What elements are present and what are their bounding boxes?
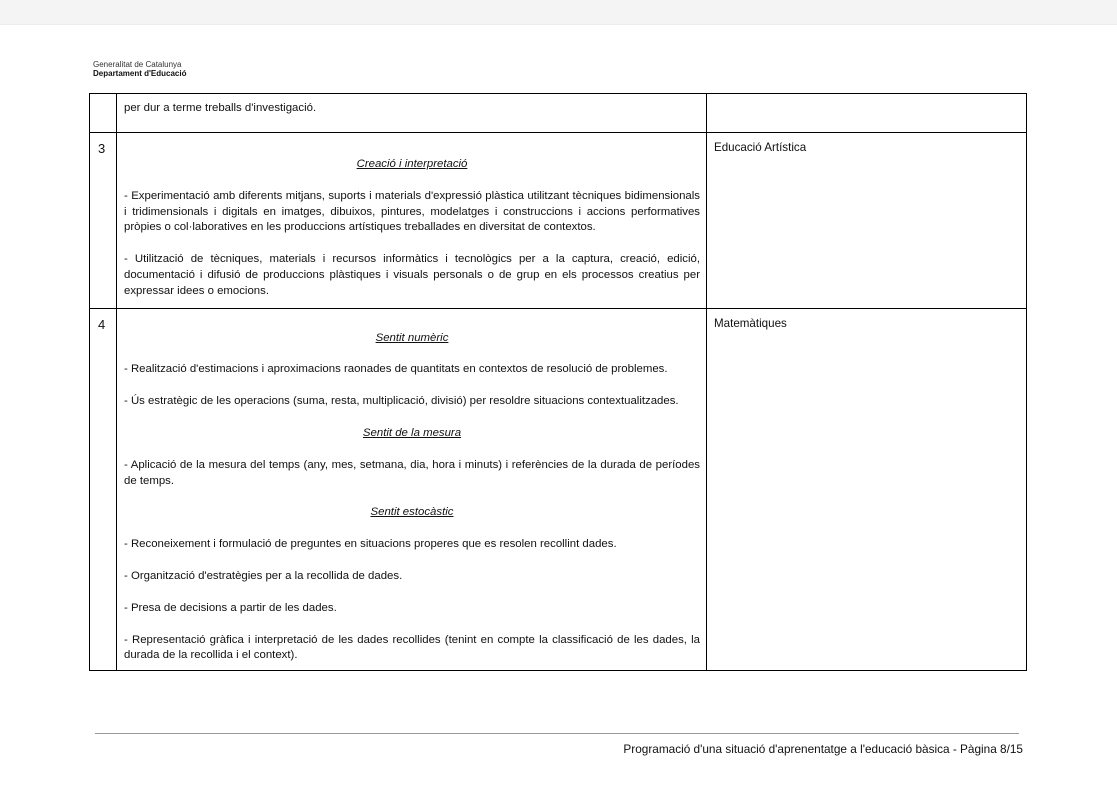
- table-row: [90, 94, 1027, 133]
- document-header: [93, 60, 186, 78]
- content-paragraph: - Realització d'estimacions i aproximacions raonades de quantitats en contextos de resolució de problemes.: [124, 363, 668, 376]
- row-number: 4: [90, 308, 117, 671]
- section-heading: Creació i interpretació: [356, 158, 468, 170]
- content-paragraph: - Organització d'estratègies per a la recollida de dades.: [124, 569, 403, 582]
- content-paragraph: - Aplicació de la mesura del temps (any, mes, setmana, dia, hora i minuts) i referències de la durada de períodes de temps.: [124, 458, 700, 487]
- header-dept: Departament d'Educació: [93, 69, 187, 78]
- content-cell: [117, 94, 707, 133]
- viewer-top-bar: [0, 0, 1117, 25]
- section-heading: Sentit de la mesura: [362, 426, 462, 439]
- footer-divider: [95, 733, 1019, 734]
- table-row: [90, 308, 1027, 671]
- content-paragraph: - Representació gràfica i interpretació de les dades recollides (tenint en compte la classificació de les dades, la durada de la recollida i el context).: [124, 633, 700, 662]
- area-cell: [707, 94, 1027, 133]
- section-heading: Sentit numèric: [375, 331, 449, 344]
- area-label: Educació Artística: [707, 133, 1027, 309]
- content-cell: [117, 308, 707, 671]
- area-label: Matemàtiques: [707, 308, 1027, 671]
- row-number-cell: [90, 94, 117, 133]
- header-org: Generalitat de Catalunya: [93, 60, 182, 69]
- row1-text: per dur a terme treballs d'investigació.: [124, 102, 317, 114]
- content-paragraph: - Experimentació amb diferents mitjans, suports i materials d'expressió plàstica utilitzant tècniques bidimensionals i tridimensionals i digitals en imatges, dibuixos, pintures, modelatges i construccions i accions performatives pròpies o col·laboratives en les produccions artístiques treballades en diversitat de contextos.: [124, 189, 700, 234]
- content-paragraph: - Reconeixement i formulació de preguntes en situacions properes que es resolen recollint dades.: [124, 538, 617, 551]
- row-number: 3: [90, 133, 117, 309]
- content-paragraph: - Ús estratègic de les operacions (suma, resta, multiplicació, divisió) per resoldre situacions contextualitzades.: [124, 395, 679, 408]
- content-cell: [117, 133, 707, 309]
- content-paragraph: - Utilització de tècniques, materials i recursos informàtics i tecnològics per a la captura, creació, edició, documentació i difusió de produccions plàstiques i visuals personals o de grup en els processos creatius per expressar idees o emocions.: [124, 253, 700, 297]
- page-footer: Programació d'una situació d'aprenentatge a l'educació bàsica - Pàgina 8/15: [623, 742, 1023, 756]
- content-table: [89, 93, 1027, 671]
- section-heading: Sentit estocàstic: [370, 506, 454, 519]
- content-paragraph: - Presa de decisions a partir de les dades.: [124, 601, 337, 614]
- table-row: [90, 133, 1027, 309]
